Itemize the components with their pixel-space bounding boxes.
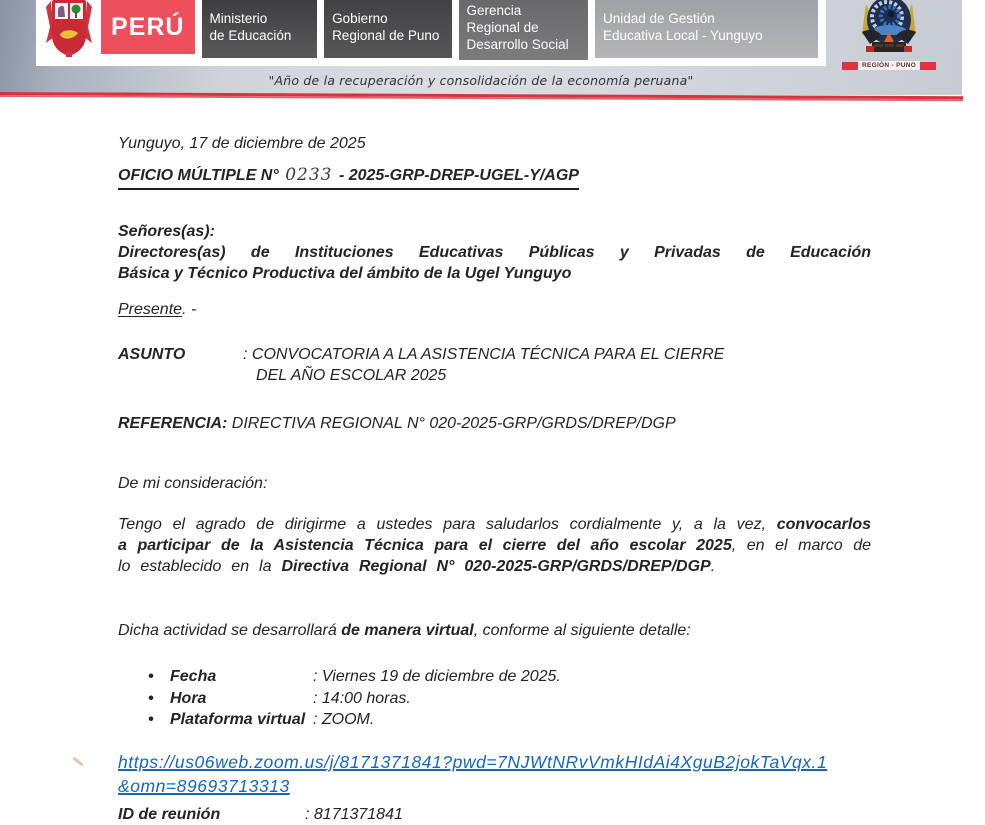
referencia-row <box>118 413 871 434</box>
meeting-id-row <box>118 804 871 825</box>
detail-row-plataforma <box>118 709 871 731</box>
header-block-line: Ministerio <box>209 11 268 26</box>
peru-logo <box>101 0 195 54</box>
letterhead-logo-strip <box>36 0 826 66</box>
asunto-value-line-2: DEL AÑO ESCOLAR 2025 <box>256 367 447 384</box>
para1-seg-3: , en el marco de lo establecido en la <box>118 537 871 575</box>
zoom-link-line-2: &omn=89693713313 <box>118 776 290 796</box>
pen-mark <box>72 757 83 767</box>
presente-label: Presente <box>118 301 183 318</box>
peru-coat-of-arms-icon <box>44 0 94 57</box>
detail-row-hora <box>118 688 871 710</box>
bullet-icon <box>148 709 170 731</box>
para1-seg-2: convocarlos a participar de la Asistencia Técnica para el cierre del año escolar 2025 <box>118 516 871 554</box>
referencia-label: REFERENCIA: <box>118 415 228 432</box>
detail-label: Plataforma virtual <box>170 711 306 728</box>
asunto-row <box>118 344 871 386</box>
recipients-block <box>118 221 871 284</box>
oficio-suffix: - 2025-GRP-DREP-UGEL-Y/AGP <box>338 167 579 184</box>
region-banner-label: REGIÓN - PUNO <box>858 61 920 70</box>
bullet-icon <box>148 666 170 688</box>
detail-label: Hora <box>170 689 207 707</box>
oficio-title <box>118 165 579 190</box>
header-block-gerencia-desarrollo-social <box>459 0 588 60</box>
presente-suffix: . - <box>182 301 197 318</box>
bullet-icon <box>148 688 170 710</box>
header-block-line: Regional de <box>466 19 539 35</box>
header-block-ugel-yunguyo <box>595 0 818 58</box>
zoom-meeting-link[interactable] <box>118 750 871 798</box>
region-banner <box>842 60 936 71</box>
header-block-line: Regional de Puno <box>332 28 440 43</box>
senores-label: Señores(as): <box>118 223 215 240</box>
region-puno-logo <box>845 0 933 82</box>
recipients-line-2: Básica y Técnico Productiva del ámbito de la Ugel Yunguyo <box>118 265 572 282</box>
region-puno-emblem-icon <box>854 0 924 58</box>
para2-seg-1: Dicha actividad se desarrollará <box>118 622 342 639</box>
region-banner-red-right <box>920 62 936 70</box>
oficio-number: 0233 <box>285 165 333 185</box>
para1-seg-4: Directiva Regional N° 020-2025-GRP/GRDS/DREP/DGP <box>281 558 711 575</box>
detail-label: Fecha <box>170 668 217 685</box>
asunto-label: ASUNTO <box>118 346 186 363</box>
asunto-value-line-1: : CONVOCATORIA A LA ASISTENCIA TÉCNICA PARA EL CIERRE <box>243 346 725 363</box>
letterhead-motto: "Año de la recuperación y consolidación de la economía peruana" <box>268 73 694 88</box>
salutation: De mi consideración: <box>118 475 268 492</box>
meeting-id-value: : 8171371841 <box>305 806 403 823</box>
body-paragraph-1 <box>118 514 871 577</box>
header-block-line: Gerencia <box>466 2 522 18</box>
para2-seg-2: de manera virtual <box>341 622 474 639</box>
referencia-value: DIRECTIVA REGIONAL N° 020-2025-GRP/GRDS/DREP/DGP <box>231 415 676 432</box>
meeting-id-label: ID de reunión <box>118 806 221 823</box>
para1-seg-5: . <box>710 558 716 575</box>
zoom-link-block <box>118 750 871 798</box>
header-block-line: de Educación <box>209 28 292 43</box>
header-block-line: Educativa Local - Yunguyo <box>602 28 763 43</box>
header-block-line: Gobierno <box>332 11 388 26</box>
dateline: Yunguyo, 17 de diciembre de 2025 <box>118 135 366 152</box>
header-block-line: Unidad de Gestión <box>602 11 715 26</box>
detail-value: : 14:00 horas. <box>313 689 411 707</box>
body-paragraph-2 <box>118 620 871 641</box>
region-banner-red-left <box>842 62 858 70</box>
peru-logo-label: PERÚ <box>111 12 185 41</box>
presente-line <box>118 299 871 320</box>
detail-value: : ZOOM. <box>313 711 375 728</box>
recipients-line-1: Directores(as) de Instituciones Educativas Públicas y Privadas de Educación <box>118 244 871 261</box>
detail-row-fecha <box>118 666 871 688</box>
asunto-value <box>243 344 823 386</box>
para1-seg-1: Tengo el agrado de dirigirme a ustedes para saludarlos cordialmente y, a la vez, <box>118 516 777 533</box>
oficio-prefix: OFICIO MÚLTIPLE N° <box>118 167 279 184</box>
detail-value: : Viernes 19 de diciembre de 2025. <box>313 668 561 685</box>
header-block-gobierno-regional <box>324 0 451 58</box>
details-list <box>118 666 871 731</box>
header-block-ministerio <box>202 0 318 58</box>
zoom-link-line-1: https://us06web.zoom.us/j/8171371841?pwd=7NJWtNRvVmkHIdAi4XguB2jokTaVqx.1 <box>118 752 828 772</box>
header-block-line: Desarrollo Social <box>466 36 569 52</box>
para2-seg-3: , conforme al siguiente detalle: <box>473 622 691 639</box>
